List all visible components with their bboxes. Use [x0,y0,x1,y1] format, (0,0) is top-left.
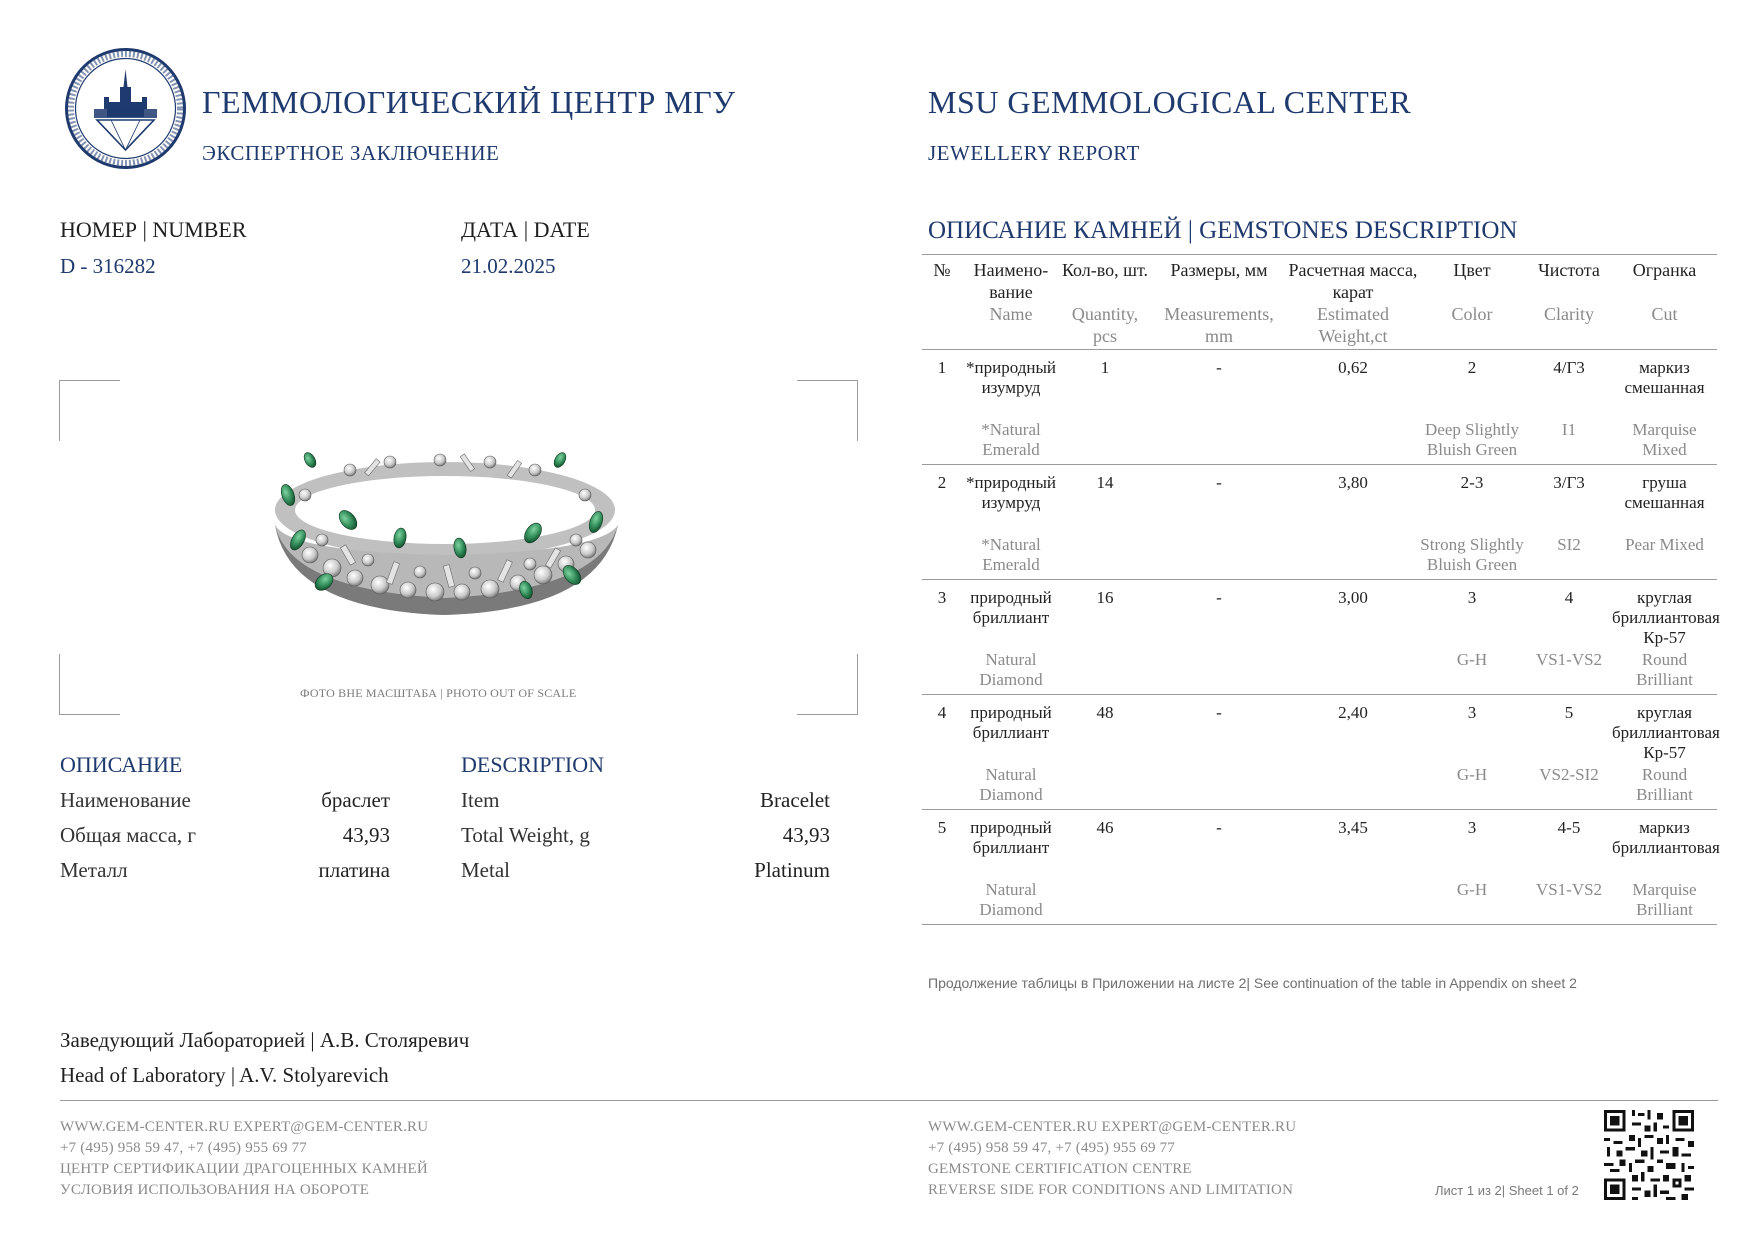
gem-qty: 14 [1096,473,1114,492]
gem-color-en: Deep Slightly Bluish Green [1418,420,1526,465]
gem-qty: 48 [1096,703,1114,722]
desc-label-en: Metal [461,858,510,882]
photo-frame-corner [59,654,120,715]
desc-value-ru: браслет [321,788,390,812]
footer-line: ЦЕНТР СЕРТИФИКАЦИИ ДРАГОЦЕННЫХ КАМНЕЙ [60,1161,428,1177]
gem-name-ru: *природный изумруд [966,473,1056,512]
subtitle-ru: ЭКСПЕРТНОЕ ЗАКЛЮЧЕНИЕ [202,141,500,165]
footer-line: УСЛОВИЯ ИСПОЛЬЗОВАНИЯ НА ОБОРОТЕ [60,1182,370,1198]
gem-no: 5 [937,818,947,837]
gem-name-en: Natural Diamond [962,880,1060,925]
gem-row-en [922,420,1717,465]
footer-right [928,1117,1296,1201]
gem-cut-en: Marquise Mixed [1612,420,1717,465]
gem-size: - [1216,588,1222,607]
desc-label-ru: Металл [60,858,128,882]
qr-code-icon[interactable] [1604,1110,1694,1200]
header-en-size: Measurements, mm [1150,303,1288,350]
gem-cut-ru: маркиз бриллиантовая [1612,818,1720,857]
gem-no: 4 [937,703,947,722]
msu-seal-logo [64,47,187,170]
gem-cut-ru: круглая бриллиантовая Кр-57 [1612,588,1720,647]
gem-color-ru: 3 [1467,588,1477,607]
gem-no: 3 [937,588,947,607]
gem-clarity-ru: 5 [1564,703,1574,722]
table-continuation-note: Продолжение таблицы в Приложении на листе 2| See continuation of the table in Appendix on sheet 2 [928,975,1577,991]
gem-weight: 3,00 [1338,588,1368,607]
footer-left [60,1117,428,1201]
header-en-weight: Estimated Weight,ct [1288,303,1418,350]
gem-name-ru: *природный изумруд [966,358,1056,397]
header-ru-cut: Огранка [1612,255,1717,304]
description-heading-en: DESCRIPTION [461,752,605,777]
footer-divider [60,1100,1718,1101]
gem-clarity-ru: 4/Г3 [1553,358,1585,377]
gem-color-en: G-H [1418,880,1526,925]
footer-line: +7 (495) 958 59 47, +7 (495) 955 69 77 [60,1140,307,1156]
gem-color-en: Strong Slightly Bluish Green [1418,535,1526,580]
header-ru-qty: Кол-во, шт. [1060,255,1150,304]
description-heading-ru: ОПИСАНИЕ [60,752,183,777]
bracelet-photo [250,440,640,630]
gem-clarity-en: I1 [1526,420,1612,465]
sheet-number: Лист 1 из 2| Sheet 1 of 2 [1435,1183,1579,1198]
gem-row [922,350,1717,421]
gem-row-en [922,650,1717,695]
gem-color-ru: 3 [1467,703,1477,722]
title-ru: ГЕММОЛОГИЧЕСКИЙ ЦЕНТР МГУ [202,84,736,120]
gem-cut-en: Marquise Brilliant [1612,880,1717,925]
gem-name-ru: природный бриллиант [970,588,1052,627]
desc-value-ru: 43,93 [342,823,390,847]
gem-color-en: G-H [1418,650,1526,695]
gem-color-ru: 2-3 [1460,473,1484,492]
desc-label-ru: Наименование [60,788,191,812]
header-ru-weight: Расчетная масса, карат [1288,255,1418,304]
gemstones-title: ОПИСАНИЕ КАМНЕЙ | GEMSTONES DESCRIPTION [928,217,1518,244]
gem-clarity-ru: 4-5 [1557,818,1581,837]
photo-note: ФОТО ВНЕ МАСШТАБА | PHOTO OUT OF SCALE [300,686,577,700]
header-en-qty: Quantity, pcs [1060,303,1150,350]
header-en-color: Color [1418,303,1526,350]
gem-qty: 1 [1100,358,1110,377]
gem-clarity-en: VS2-SI2 [1526,765,1612,810]
gem-weight: 3,80 [1338,473,1368,492]
gem-row [922,580,1717,651]
gem-clarity-en: SI2 [1526,535,1612,580]
gem-clarity-ru: 3/Г3 [1553,473,1585,492]
desc-label-en: Total Weight, g [461,823,590,847]
gem-weight: 0,62 [1338,358,1368,377]
desc-value-ru: платина [318,858,390,882]
gem-cut-ru: круглая бриллиантовая Кр-57 [1612,703,1720,762]
gem-size: - [1216,358,1222,377]
gem-row [922,810,1717,881]
desc-value-en: Bracelet [760,788,830,812]
report-number-value: D - 316282 [60,254,156,278]
gem-size: - [1216,473,1222,492]
gem-color-ru: 3 [1467,818,1477,837]
header-ru-size: Размеры, мм [1150,255,1288,304]
gem-cut-ru: груша смешанная [1624,473,1705,512]
gem-size: - [1216,703,1222,722]
gem-no: 1 [937,358,947,377]
gem-cut-ru: маркиз смешанная [1624,358,1705,397]
desc-value-en: Platinum [754,858,830,882]
gem-clarity-en: VS1-VS2 [1526,650,1612,695]
report-date-value: 21.02.2025 [461,254,556,278]
gem-color-en: G-H [1418,765,1526,810]
gem-name-en: *Natural Emerald [962,420,1060,465]
gem-row-en [922,880,1717,925]
signature-ru: Заведующий Лабораторией | А.В. Столяревич [60,1028,470,1052]
signature-en: Head of Laboratory | A.V. Stolyarevich [60,1063,389,1087]
gem-row [922,465,1717,536]
gem-size: - [1216,818,1222,837]
gem-name-en: Natural Diamond [962,765,1060,810]
header-en-name: Name [962,303,1060,350]
gem-weight: 2,40 [1338,703,1368,722]
gem-name-ru: природный бриллиант [970,703,1052,742]
header-ru-clarity: Чистота [1526,255,1612,304]
footer-line: +7 (495) 958 59 47, +7 (495) 955 69 77 [928,1140,1175,1156]
gem-row [922,695,1717,766]
header-en-cut: Cut [1612,303,1717,350]
desc-label-en: Item [461,788,500,812]
header-ru-no: № [922,255,962,304]
gem-name-en: Natural Diamond [962,650,1060,695]
gem-clarity-en: VS1-VS2 [1526,880,1612,925]
gem-name-ru: природный бриллиант [970,818,1052,857]
gem-row-en [922,535,1717,580]
gem-name-en: *Natural Emerald [962,535,1060,580]
gem-cut-en: Round Brilliant [1612,765,1717,810]
report-date-label: ДАТА | DATE [461,217,590,242]
gem-cut-en: Pear Mixed [1612,535,1717,580]
report-number-label: НОМЕР | NUMBER [60,217,247,242]
header-ru-color: Цвет [1418,255,1526,304]
gem-color-ru: 2 [1467,358,1477,377]
gem-row-en [922,765,1717,810]
header-en-no [922,303,962,350]
footer-line: WWW.GEM-CENTER.RU EXPERT@GEM-CENTER.RU [60,1119,429,1135]
gemstones-table [922,254,1720,925]
footer-line: REVERSE SIDE FOR CONDITIONS AND LIMITATION [928,1182,1294,1198]
gem-no: 2 [937,473,947,492]
footer-line: WWW.GEM-CENTER.RU EXPERT@GEM-CENTER.RU [928,1119,1297,1135]
desc-value-en: 43,93 [782,823,830,847]
header-en-clarity: Clarity [1526,303,1612,350]
photo-frame-corner [797,380,858,441]
footer-line: GEMSTONE CERTIFICATION CENTRE [928,1161,1192,1177]
gem-weight: 3,45 [1338,818,1368,837]
photo-frame-corner [797,654,858,715]
gem-qty: 16 [1096,588,1114,607]
title-en: MSU GEMMOLOGICAL CENTER [928,84,1412,120]
photo-frame-corner [59,380,120,441]
gem-cut-en: Round Brilliant [1612,650,1717,695]
gem-clarity-ru: 4 [1564,588,1574,607]
subtitle-en: JEWELLERY REPORT [928,141,1140,165]
gem-qty: 46 [1096,818,1114,837]
desc-label-ru: Общая масса, г [60,823,197,847]
header-ru-name: Наимено-вание [962,255,1060,304]
